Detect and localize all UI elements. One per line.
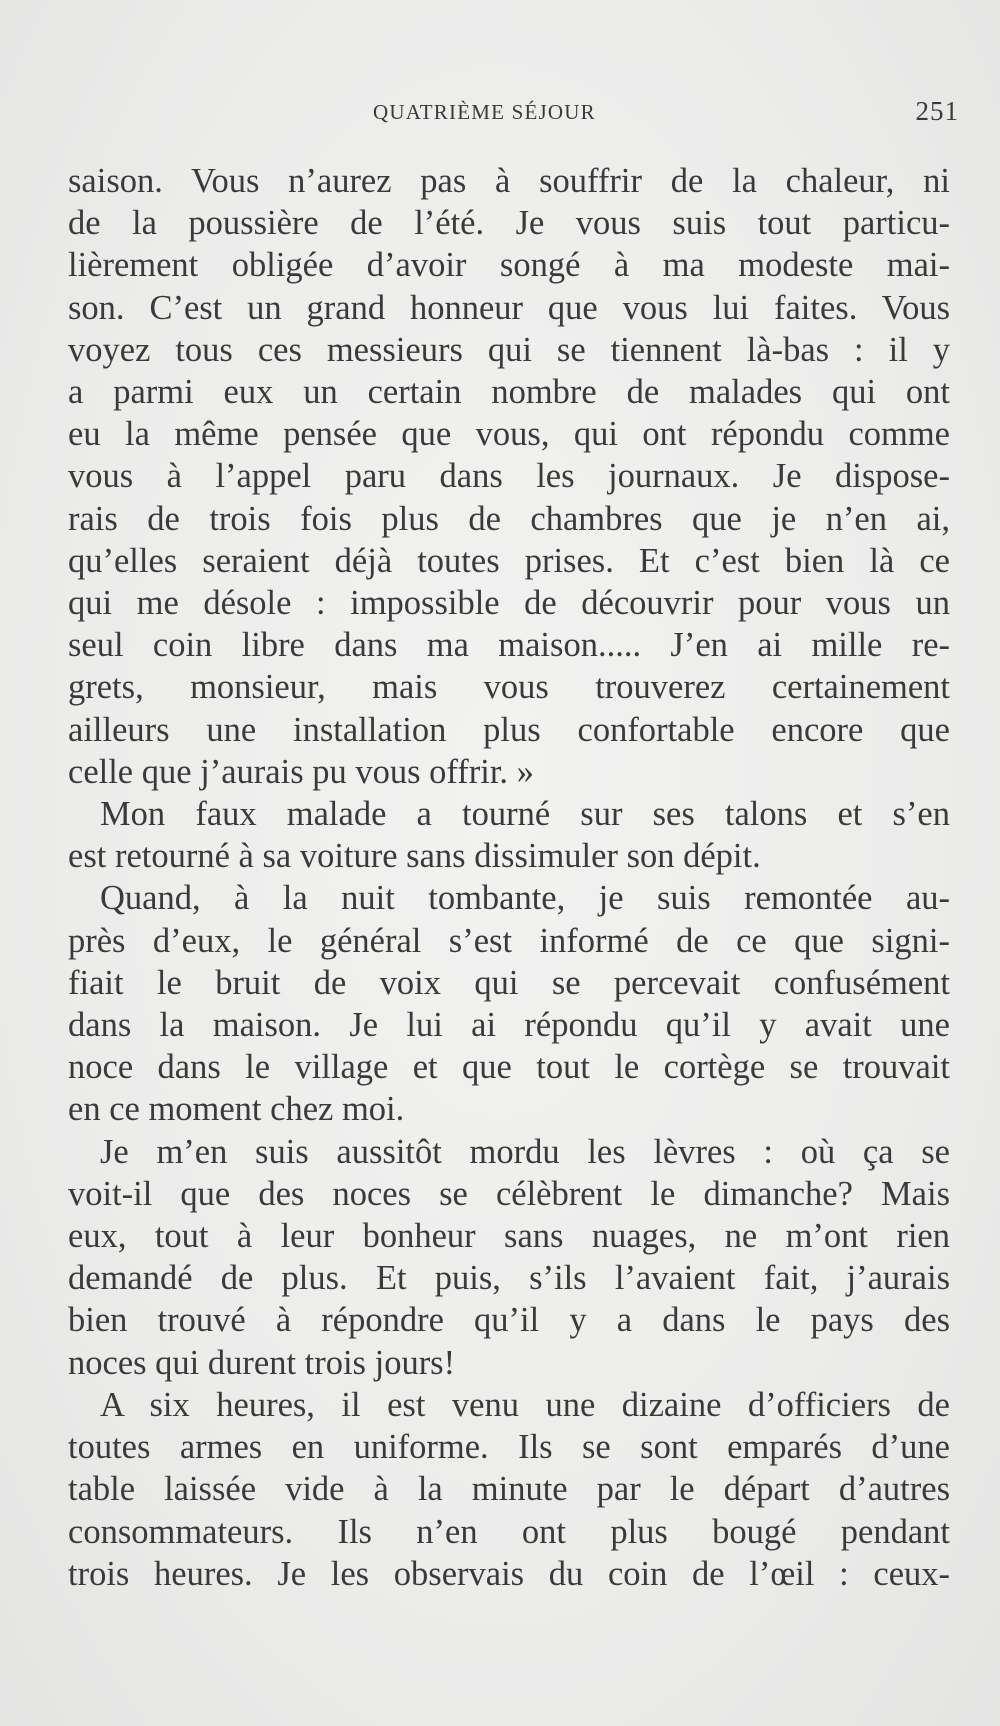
text-line: fiait le bruit de voix qui se percevait confusément (68, 963, 950, 1002)
text-line: eux, tout à leur bonheur sans nuages, ne m’ont rien (68, 1217, 950, 1256)
text-line: en ce moment chez moi. (68, 1090, 405, 1129)
text-line: demandé de plus. Et puis, s’ils l’avaient fait, j’aurais (68, 1259, 950, 1298)
text-line: ailleurs une installation plus confortable encore que (68, 710, 950, 749)
text-line: seul coin libre dans ma maison..... J’en ai mille re- (68, 626, 950, 665)
text-line: noces qui durent trois jours! (68, 1343, 456, 1382)
text-line: qui me désole : impossible de découvrir pour vous un (68, 584, 950, 623)
text-line: saison. Vous n’aurez pas à souffrir de la chaleur, ni (68, 162, 950, 200)
text-line: rais de trois fois plus de chambres que je n’en ai, (68, 499, 950, 538)
text-line: dans la maison. Je lui ai répondu qu’il y avait une (68, 1006, 950, 1045)
text-line: lièrement obligée d’avoir songé à ma modeste mai- (68, 246, 950, 285)
text-line: celle que j’aurais pu vous offrir. » (68, 752, 534, 791)
text-line: grets, monsieur, mais vous trouverez certainement (68, 668, 950, 707)
paragraph (68, 1131, 950, 1384)
text-line: Mon faux malade a tourné sur ses talons et s’en (100, 795, 950, 834)
text-line: Je m’en suis aussitôt mordu les lèvres : où ça se (100, 1132, 950, 1171)
text-line: voit-il que des noces se célèbrent le dimanche? Mais (68, 1174, 950, 1213)
text-line: qu’elles seraient déjà toutes prises. Et c’est bien là ce (68, 541, 950, 580)
text-line: a parmi eux un certain nombre de malades qui ont (68, 373, 950, 412)
page-number: 251 (915, 96, 959, 126)
text-line: son. C’est un grand honneur que vous lui faites. Vous (68, 288, 950, 327)
text-line: trois heures. Je les observais du coin de l’œil : ceux- (68, 1554, 950, 1593)
text-line: Quand, à la nuit tombante, je suis remontée au- (100, 879, 950, 918)
text-line: de la poussière de l’été. Je vous suis tout particu- (68, 204, 950, 243)
paragraph (68, 160, 950, 793)
text-line: A six heures, il est venu une dizaine d’officiers de (100, 1385, 950, 1424)
text-line: près d’eux, le général s’est informé de ce que signi- (68, 921, 950, 960)
text-line: noce dans le village et que tout le cortège se trouvait (68, 1048, 950, 1087)
paragraph (68, 1384, 950, 1595)
text-line: est retourné à sa voiture sans dissimuler son dépit. (68, 837, 761, 876)
text-line: eu la même pensée que vous, qui ont répondu comme (68, 415, 950, 454)
body-text (68, 160, 950, 1595)
text-line: voyez tous ces messieurs qui se tiennent là-bas : il y (68, 330, 950, 369)
paragraph (68, 877, 950, 1130)
text-line: consommateurs. Ils n’en ont plus bougé pendant (68, 1512, 950, 1551)
paragraph (68, 793, 950, 877)
text-line: vous à l’appel paru dans les journaux. Je dispose- (68, 457, 950, 496)
text-line: bien trouvé à répondre qu’il y a dans le pays des (68, 1301, 950, 1340)
running-title: QUATRIÈME SÉJOUR (373, 100, 596, 124)
page-header (373, 96, 959, 134)
text-line: toutes armes en uniforme. Ils se sont emparés d’une (68, 1428, 950, 1467)
text-line: table laissée vide à la minute par le départ d’autres (68, 1470, 950, 1509)
